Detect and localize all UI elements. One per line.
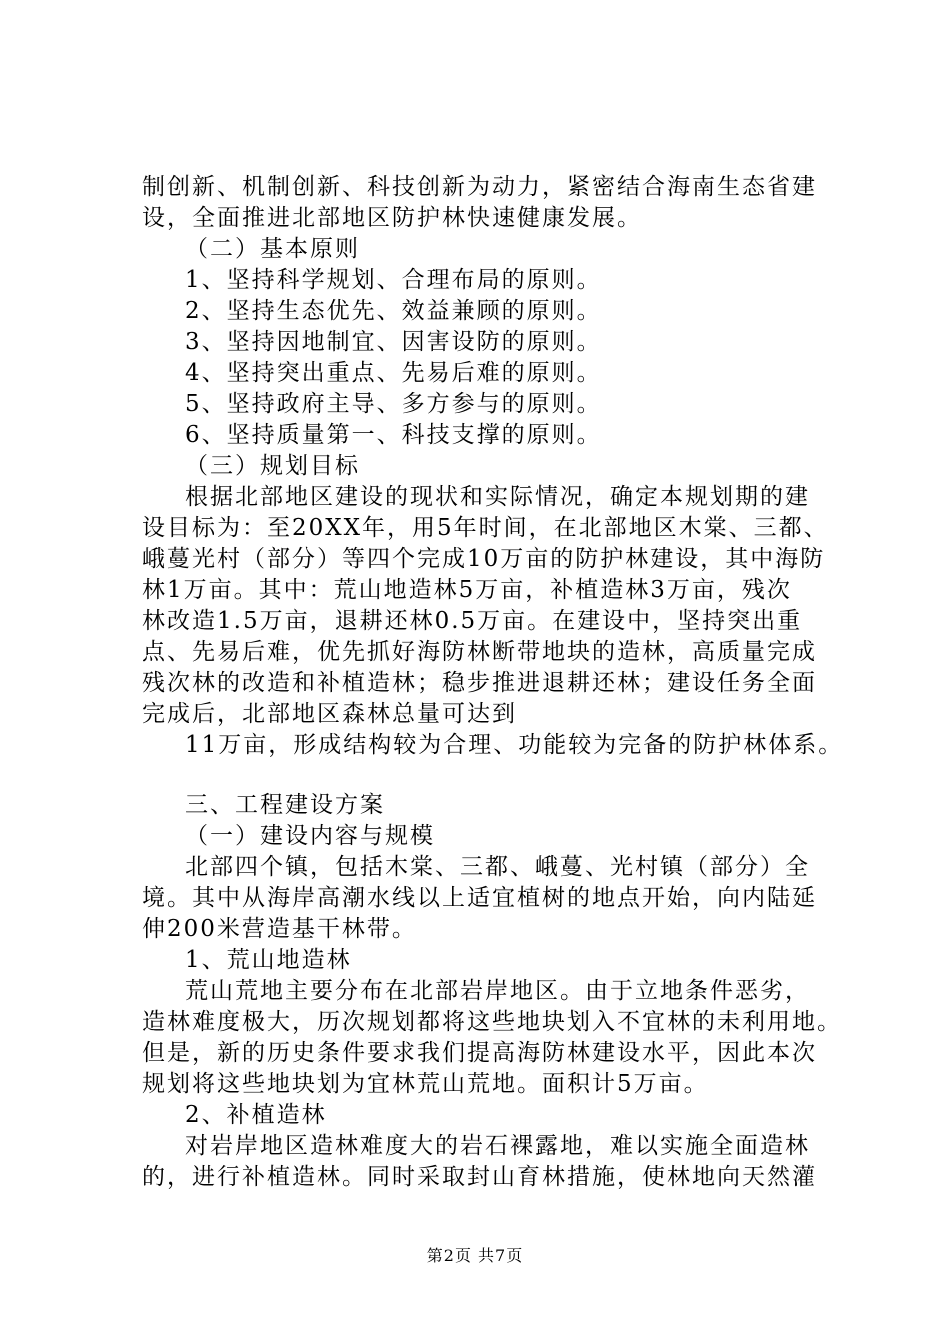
page-footer: 第2页 共7页	[426, 1246, 524, 1265]
text-line: 3、坚持因地制宜、因害设防的原则。	[185, 329, 602, 355]
document-body	[142, 172, 842, 1193]
text-line: 制创新、机制创新、科技创新为动力，紧密结合海南生态省建	[142, 174, 817, 200]
text-line: 林改造1.5万亩，退耕还林0.5万亩。在建设中，坚持突出重	[142, 608, 803, 634]
text-line: （一）建设内容与规模	[185, 823, 435, 849]
text-line: 峨蔓光村（部分）等四个完成10万亩的防护林建设，其中海防	[142, 546, 826, 572]
text-line: 4、坚持突出重点、先易后难的原则。	[185, 360, 602, 386]
text-line: 但是，新的历史条件要求我们提高海防林建设水平，因此本次	[142, 1040, 817, 1066]
text-line: 造林难度极大，历次规划都将这些地块划入不宜林的未利用地。	[142, 1009, 842, 1035]
text-line: 2、补植造林	[185, 1102, 327, 1128]
blank-line	[142, 761, 842, 790]
text-line: 2、坚持生态优先、效益兼顾的原则。	[185, 298, 602, 324]
text-line: 荒山荒地主要分布在北部岩岸地区。由于立地条件恶劣，	[185, 978, 810, 1004]
text-line: 三、工程建设方案	[185, 792, 385, 818]
text-line: 6、坚持质量第一、科技支撑的原则。	[185, 422, 602, 448]
text-line: （三）规划目标	[185, 453, 360, 479]
text-line: 伸200米营造基干林带。	[142, 916, 417, 942]
text-line: 1、坚持科学规划、合理布局的原则。	[185, 267, 602, 293]
text-line: 残次林的改造和补植造林；稳步推进退耕还林；建设任务全面	[142, 670, 817, 696]
text-line: 的，进行补植造林。同时采取封山育林措施，使林地向天然灌	[142, 1164, 817, 1190]
text-line: 5、坚持政府主导、多方参与的原则。	[185, 391, 602, 417]
text-line: 11万亩，形成结构较为合理、功能较为完备的防护林体系。	[185, 732, 844, 758]
text-line: 设，全面推进北部地区防护林快速健康发展。	[142, 205, 642, 231]
text-line: 对岩岸地区造林难度大的岩石裸露地，难以实施全面造林	[185, 1133, 810, 1159]
text-line: 根据北部地区建设的现状和实际情况，确定本规划期的建	[185, 484, 810, 510]
text-line: 点、先易后难，优先抓好海防林断带地块的造林，高质量完成	[142, 639, 817, 665]
text-line: 设目标为：至20XX年，用5年时间，在北部地区木棠、三都、	[142, 515, 829, 541]
text-line: 规划将这些地块划为宜林荒山荒地。面积计5万亩。	[142, 1071, 709, 1097]
text-line: 1、荒山地造林	[185, 947, 352, 973]
text-line: 北部四个镇，包括木棠、三都、峨蔓、光村镇（部分）全	[185, 854, 810, 880]
text-line: 境。其中从海岸高潮水线以上适宜植树的地点开始，向内陆延	[142, 885, 817, 911]
text-line: 林1万亩。其中：荒山地造林5万亩，补植造林3万亩，残次	[142, 577, 792, 603]
text-line: 完成后，北部地区森林总量可达到	[142, 701, 517, 727]
text-line: （二）基本原则	[185, 236, 360, 262]
